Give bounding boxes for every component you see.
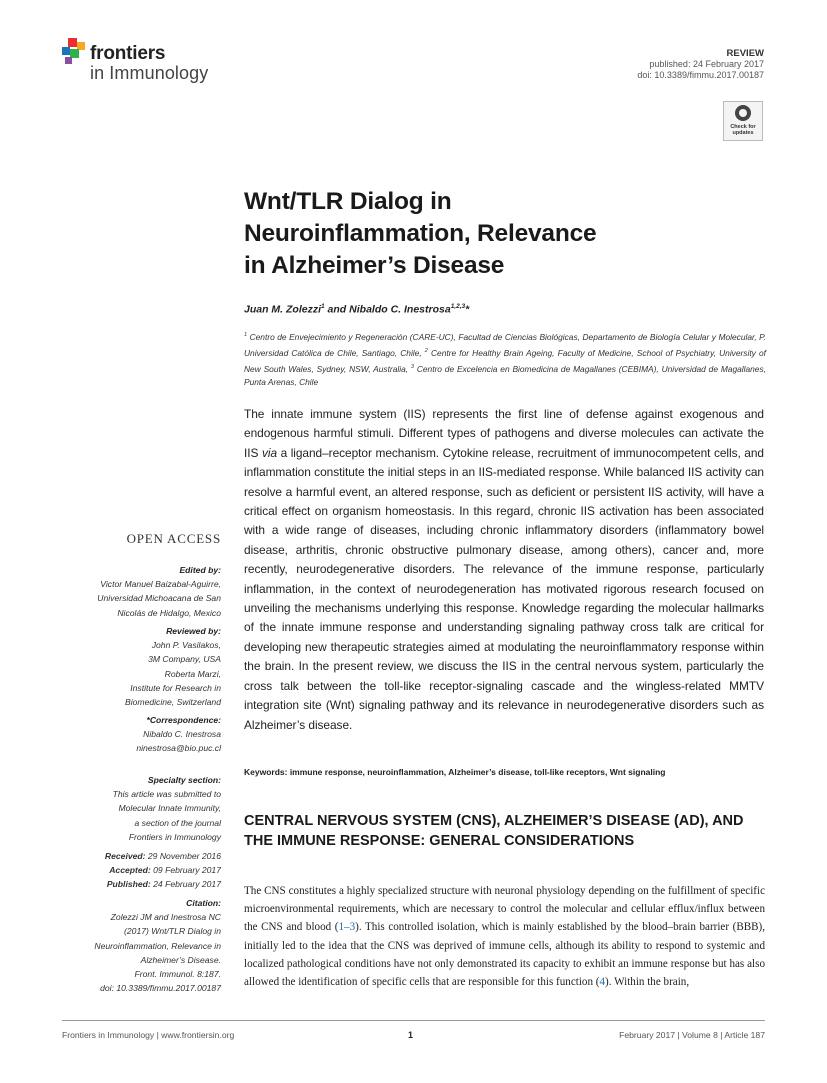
- citation-link[interactable]: 4: [599, 976, 606, 989]
- article-title: Wnt/TLR Dialog in Neuroinflammation, Relevance in Alzheimer’s Disease: [244, 188, 597, 279]
- footer-journal-link[interactable]: Frontiers in Immunology | www.frontiersin.org: [62, 1030, 235, 1040]
- abstract: The innate immune system (IIS) represents the first line of defense against exogenous and endogenous harmful stimuli. Different types of pathogens and diverse molecules can activate the IIS via a ligand–receptor mechanism. Cytokine release, recruitment of immunocompetent cells, and inflammation constitute the initial steps in an IIS-mediated response. While balanced IIS activity can resolve a harmful event, an altered response, such as deficient or persistent IIS activity, will have a critical effect on organism homeostasis. In this regard, chronic IIS activation has been associated with a wide range of diseases, including chronic inflammatory disorders (inflammatory bowel disease, arthritis, chronic obstructive pulmonary disease, among others), cancer and, more recently, neurodegenerative disorders. The relevance of the immune response, particularly inflammation, in the context of neurodegeneration has motivated rigorous research focused on unveiling the mechanisms underlying this response. Knowledge regarding the molecular hallmarks of the innate immune response and understanding signaling pathway cross talk are critical for developing new therapeutic strategies aimed at modulating the neuroinflammatory response within the brain. In the present review, we discuss the IIS in the central nervous system, particularly the cross talk between the toll-like receptor-signaling cascade and the wingless-related MMTV integration site (Wnt) signaling pathway and its relevance in neurodegenerative disorders such as Alzheimer’s disease.: [244, 407, 764, 732]
- reviewed-by: Reviewed by: John P. Vasilakos, 3M Company, USA Roberta Marzi, Institute for Research in Biomedicine, Switzerland: [124, 626, 221, 708]
- article-doi[interactable]: doi: 10.3389/fimmu.2017.00187: [637, 70, 764, 80]
- section-heading: CENTRAL NERVOUS SYSTEM (CNS), ALZHEIMER’S DISEASE (AD), AND THE IMMUNE RESPONSE: GENERAL CONSIDERATIONS: [244, 813, 744, 849]
- page-number: 1: [408, 1030, 414, 1040]
- article-type: REVIEW: [726, 48, 764, 59]
- journal-logo[interactable]: [62, 38, 232, 88]
- author-name[interactable]: Nibaldo C. Inestrosa: [349, 303, 451, 316]
- journal-name: in Immunology: [90, 63, 209, 83]
- citation-block: Citation: Zolezzi JM and Inestrosa NC (2017) Wnt/TLR Dialog in Neuroinflammation, Relevance in Alzheimer’s Disease. Front. Immunol. 8:187. doi: 10.3389/fimmu.2017.00187: [94, 898, 221, 994]
- author-list: Juan M. Zolezzi$^1$ and Nibaldo C. Inestrosa$^{1,2,3}$*: [244, 303, 470, 316]
- specialty-section: Specialty section: This article was submitted to Molecular Innate Immunity, a section of the journal Frontiers in Immunology: [112, 775, 221, 842]
- published-date: published: 24 February 2017: [649, 59, 764, 69]
- correspondence: *Correspondence: Nibaldo C. Inestrosa ninestrosa@bio.puc.cl: [62, 713, 221, 756]
- keywords: Keywords: immune response, neuroinflammation, Alzheimer’s disease, toll-like receptors, Wnt signaling: [244, 767, 666, 777]
- footer-volume-info: February 2017 | Volume 8 | Article 187: [619, 1030, 765, 1040]
- footer-divider: [62, 1020, 765, 1021]
- article-meta: [637, 48, 764, 81]
- check-updates-icon: [735, 105, 751, 121]
- edited-by: Edited by: Victor Manuel Baizabal-Aguirre, Universidad Michoacana de San Nicolás de Hidalgo, Mexico: [97, 565, 221, 618]
- frontiers-logo-icon: [62, 38, 88, 66]
- open-access-label: OPEN ACCESS: [126, 531, 221, 546]
- journal-brand: frontiers: [90, 43, 166, 64]
- check-updates-label: Check for updates: [730, 124, 756, 136]
- author-name[interactable]: Juan M. Zolezzi: [244, 303, 322, 316]
- check-for-updates-button[interactable]: [723, 101, 763, 141]
- citation-link[interactable]: 1–3: [338, 921, 356, 934]
- body-paragraph: The CNS constitutes a highly specialized structure with neuronal physiology depending on the fulfillment of specific microenvironmental requirements, which are necessary to control the molecular and cellular efflux/influx between the CNS and blood (1–3). This controlled isolation, which is mainly established by the blood–brain barrier (BBB), initially led to the idea that the CNS was deprived of immune cells, although its ability to respond to systemic and localized pathological conditions have not only demonstrated its capacity to exhibit an immune response but has also allowed the identification of specific cells that are responsible for this function (4). Within the brain,: [244, 885, 765, 989]
- correspondence-email[interactable]: ninestrosa@bio.puc.cl: [136, 743, 221, 754]
- dates: Received: 29 November 2016 Accepted: 09 February 2017 Published: 24 February 2017: [104, 851, 221, 890]
- affiliations: $^1$ Centro de Envejecimiento y Regeneración (CARE-UC), Facultad de Ciencias Biológicas, Departamento de Biología Celular y Molecular, P. Universidad Católica de Chile, Santiago, Chile, $^2$ Centre for Healthy Brain Ageing, Faculty of Medicine, School of Psychiatry, University of New South Wales, Sydney, NSW, Australia, $^3$ Centro de Excelencia en Biomedicina de Magallanes (CEBIMA), Universidad de Magallanes, Punta Arenas, Chile: [244, 331, 766, 388]
